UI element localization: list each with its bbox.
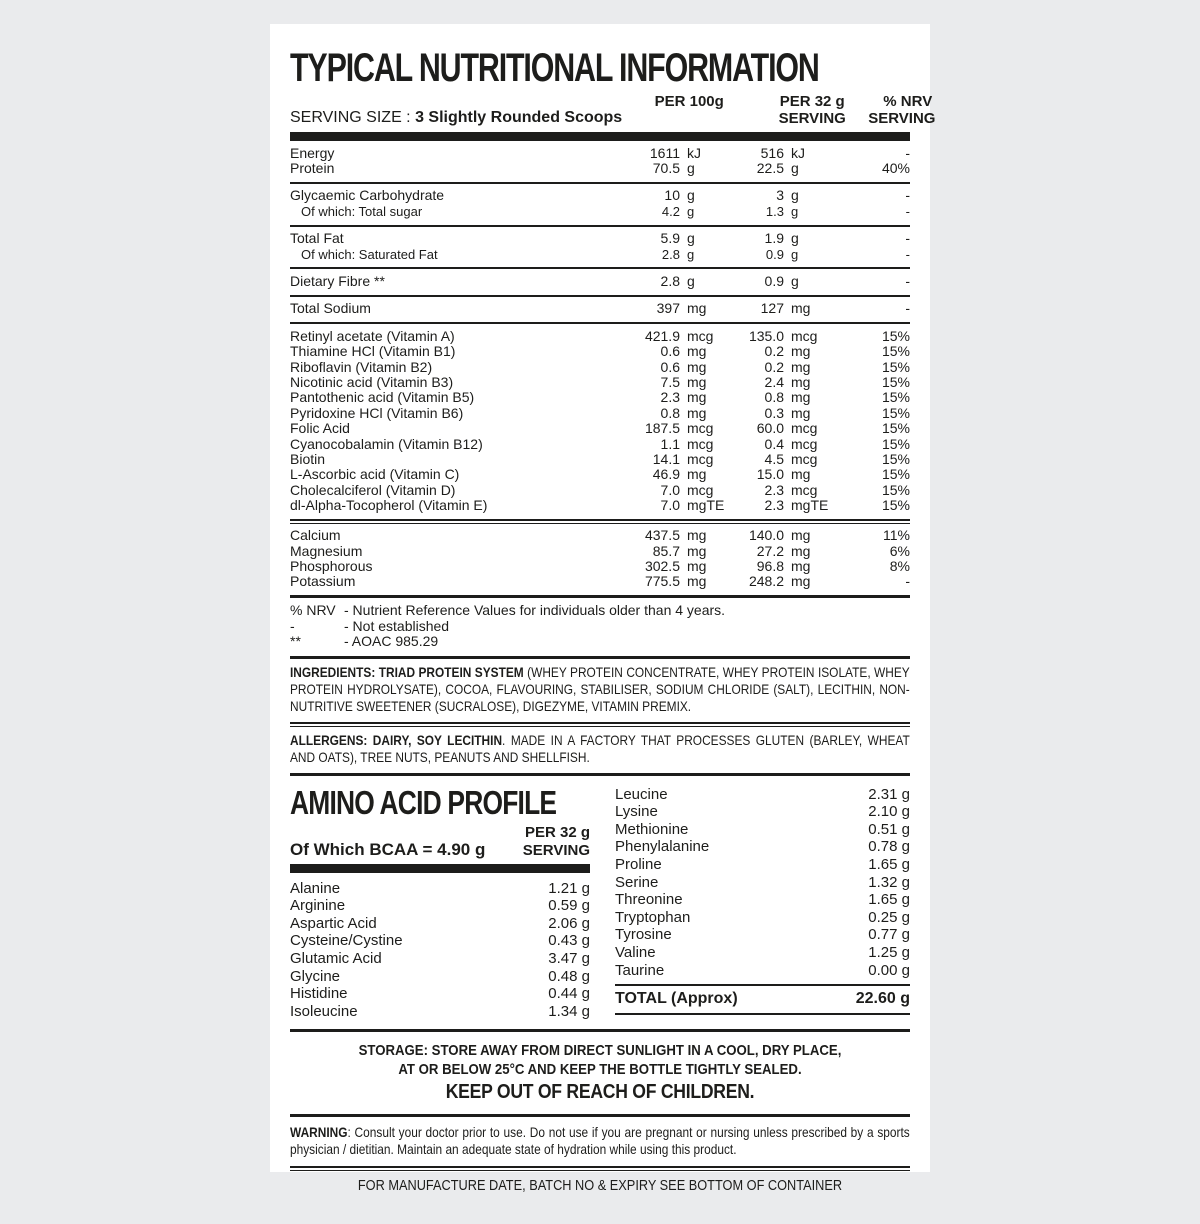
per32g-value: 0.2: [764, 358, 784, 375]
per100g-value: 2.8: [661, 246, 680, 262]
per100g-value: 7.0: [660, 497, 680, 514]
amino-right-rows: [615, 786, 910, 980]
amino-value: 2.06 g: [548, 914, 590, 932]
nrv-value: 11%: [883, 527, 910, 544]
footnote-marker: **: [290, 632, 301, 649]
per32g-value: 0.3: [764, 404, 784, 421]
nutrient-name: Cyanocobalamin (Vitamin B12): [290, 435, 483, 452]
nrv-header-line1: % NRV: [883, 93, 933, 110]
nutrition-row: [290, 406, 910, 421]
nrv-value: 8%: [889, 557, 910, 574]
per32g-value: 516: [760, 144, 784, 161]
per100g-unit: mg: [687, 404, 707, 421]
nrv-value: -: [905, 573, 910, 590]
nutrition-section: [290, 227, 910, 268]
per32g-value: 2.3: [764, 481, 784, 498]
per100g-unit: mg: [687, 527, 707, 544]
per32g-unit: mgTE: [791, 497, 829, 514]
amino-acid-profile: [290, 776, 910, 1030]
per100g-unit: g: [687, 203, 695, 219]
amino-name: Threonine: [615, 891, 683, 909]
amino-row: [615, 891, 910, 909]
amino-total-label: TOTAL (Approx): [615, 990, 738, 1008]
nrv-value: 15%: [881, 358, 910, 375]
nutrition-row: [290, 329, 910, 344]
serving-size-label: SERVING SIZE :: [290, 109, 411, 126]
per100g-unit: g: [687, 230, 695, 247]
nutrient-name: Pantothenic acid (Vitamin B5): [290, 389, 475, 406]
footnote-marker: % NRV: [290, 602, 336, 619]
per32g-value: 127: [760, 300, 784, 317]
nutrient-name: Protein: [290, 159, 335, 176]
per100g-value: 1611: [649, 144, 680, 161]
amino-total-value: 22.60 g: [855, 990, 910, 1008]
nutrient-name: Pyridoxine HCl (Vitamin B6): [290, 404, 464, 421]
nutrition-row: [290, 375, 910, 390]
per32g-unit: g: [791, 272, 799, 289]
per100g-unit: mcg: [687, 435, 714, 452]
serving-size: [290, 109, 622, 127]
nutrition-row: [290, 467, 910, 482]
per32g-unit: mg: [791, 573, 811, 590]
per100g-unit: mg: [687, 358, 707, 375]
amino-value: 0.25 g: [868, 908, 910, 926]
warning-rest-text: : Consult your doctor prior to use. Do not use if you are pregnant or nursing unless prescribed by a sports physician / dietitian. Maintain an adequate state of hydration while using this product.: [290, 1124, 910, 1158]
divider: [615, 1013, 910, 1015]
per100g-unit: mcg: [687, 420, 714, 437]
amino-name: Serine: [615, 873, 659, 891]
per32g-value: 4.5: [764, 451, 784, 467]
storage-line1: STORAGE: STORE AWAY FROM DIRECT SUNLIGHT IN A COOL, DRY PLACE,: [358, 1042, 842, 1060]
ingredients-rest-text: (WHEY PROTEIN CONCENTRATE, WHEY PROTEIN ISOLATE, WHEY PROTEIN HYDROLYSATE), COCOA, FLAVOURING, STABILISER, SODIUM CHLORIDE (SALT), LECITHIN, NON-NUTRITIVE SWEETENER (SUCRALOSE), DIGEZYME, VITAMIN PREMIX.: [290, 664, 910, 715]
per100g-value: 14.1: [652, 451, 680, 467]
per32g-value: 0.9: [764, 272, 784, 289]
per32g-header-line2: SERVING: [778, 109, 846, 127]
per32g-value: 0.2: [764, 343, 784, 360]
per100g-unit: mg: [687, 557, 707, 574]
footnote-marker: -: [290, 617, 295, 634]
warning-paragraph: [290, 1117, 910, 1166]
column-header-per32g: [756, 94, 868, 127]
nutrition-row: [290, 360, 910, 375]
amino-row: [615, 962, 910, 980]
per32g-value: 60.0: [756, 420, 784, 437]
amino-name: Arginine: [290, 897, 346, 915]
amino-name: Cysteine/Cystine: [290, 932, 403, 950]
per32g-unit: mcg: [791, 327, 818, 344]
nutrition-row: [290, 274, 910, 289]
nutrition-row: [290, 390, 910, 405]
amino-row: [615, 786, 910, 804]
storage-line2: AT OR BELOW 25°C AND KEEP THE BOTTLE TIGHTLY SEALED.: [398, 1061, 802, 1079]
amino-name: Isoleucine: [290, 1002, 358, 1020]
nrv-value: -: [905, 230, 910, 247]
amino-value: 0.51 g: [868, 820, 910, 838]
footnote: [290, 619, 910, 634]
per32g-value: 3: [776, 187, 784, 204]
amino-left-column: [290, 783, 590, 1021]
amino-row: [615, 909, 910, 927]
nrv-value: 15%: [881, 373, 910, 390]
amino-value: 1.32 g: [868, 873, 910, 891]
nutrition-row: [290, 574, 910, 589]
nutrient-name: Riboflavin (Vitamin B2): [290, 358, 433, 375]
amino-row: [615, 838, 910, 856]
amino-name: Valine: [615, 943, 656, 961]
footnote-text: - AOAC 985.29: [344, 632, 439, 649]
nutrition-row: [290, 188, 910, 203]
per32g-unit: g: [791, 203, 799, 219]
ingredients-paragraph: [290, 659, 910, 722]
nrv-value: 15%: [881, 497, 910, 514]
label-title: TYPICAL NUTRITIONAL INFORMATION: [290, 46, 819, 90]
amino-name: Aspartic Acid: [290, 914, 377, 932]
amino-row: [290, 880, 590, 898]
nutrient-name: Folic Acid: [290, 420, 350, 437]
nutrient-name: Of which: Total sugar: [301, 203, 423, 219]
amino-value: 0.00 g: [868, 961, 910, 979]
nutrition-row: [290, 146, 910, 161]
amino-name: Alanine: [290, 879, 341, 897]
nrv-value: 15%: [881, 389, 910, 406]
allergens-paragraph: [290, 727, 910, 773]
table-header: [290, 93, 936, 127]
nutrition-row: [290, 421, 910, 436]
amino-right-column: [615, 783, 910, 1021]
amino-value: 1.25 g: [868, 943, 910, 961]
nutrition-row: [290, 483, 910, 498]
nutrient-name: Phosphorous: [290, 557, 373, 574]
nutrition-label-panel: [270, 24, 936, 1194]
footnote-text: - Nutrient Reference Values for individuals older than 4 years.: [344, 602, 726, 619]
per32g-value: 27.2: [756, 542, 784, 559]
keep-out-of-reach-line: KEEP OUT OF REACH OF CHILDREN.: [445, 1081, 755, 1104]
per32g-value: 140.0: [748, 527, 784, 544]
per32g-value: 2.4: [764, 373, 784, 390]
amino-name: Lysine: [615, 803, 658, 821]
amino-value: 3.47 g: [548, 950, 590, 968]
amino-name: Histidine: [290, 985, 348, 1003]
nutrition-table-body: [290, 141, 910, 598]
nutrient-name: Potassium: [290, 573, 356, 590]
nutrient-name: Retinyl acetate (Vitamin A): [290, 327, 455, 344]
per100g-unit: mcg: [687, 327, 714, 344]
nutrient-name: Of which: Saturated Fat: [301, 246, 438, 262]
per100g-value: 7.5: [660, 373, 680, 390]
per32g-unit: mg: [791, 557, 811, 574]
footnote: [290, 603, 910, 618]
footnote-text: - Not established: [344, 617, 450, 634]
nutrition-row: [290, 247, 910, 262]
nutrition-row: [290, 204, 910, 219]
per32g-unit: mcg: [791, 420, 818, 437]
per100g-header-text: PER 100g: [654, 93, 724, 110]
nutrition-section: [290, 184, 910, 225]
per32g-value: 1.9: [764, 230, 784, 247]
nutrient-name: Dietary Fibre **: [290, 272, 385, 289]
amino-total-row: [615, 986, 910, 1013]
per32g-unit: g: [791, 246, 799, 262]
nrv-value: 15%: [881, 343, 910, 360]
per32g-unit: mcg: [791, 435, 818, 452]
per32g-unit: mg: [791, 343, 811, 360]
per100g-unit: kJ: [687, 144, 701, 161]
per100g-unit: mg: [687, 300, 707, 317]
per100g-value: 187.5: [644, 420, 680, 437]
amino-row: [615, 803, 910, 821]
nutrition-section: [290, 324, 910, 519]
per32g-value: 2.3: [764, 497, 784, 514]
amino-value: 1.34 g: [548, 1002, 590, 1020]
per100g-value: 7.0: [660, 481, 680, 498]
allergens-bold-text: ALLERGENS: DAIRY, SOY LECITHIN: [290, 731, 503, 748]
column-header-nrv: [868, 93, 936, 127]
nutrition-row: [290, 452, 910, 467]
nutrient-name: Cholecalciferol (Vitamin D): [290, 481, 456, 498]
per100g-unit: mg: [687, 466, 707, 483]
per100g-unit: mg: [687, 542, 707, 559]
per32g-unit: mcg: [791, 451, 818, 467]
amino-name: Tryptophan: [615, 908, 691, 926]
per100g-value: 397: [656, 300, 680, 317]
per32g-unit: mg: [791, 358, 811, 375]
nutrient-name: Calcium: [290, 527, 341, 544]
amino-row: [615, 856, 910, 874]
per100g-value: 437.5: [644, 527, 680, 544]
nutrition-row: [290, 544, 910, 559]
per32g-unit: g: [791, 159, 799, 176]
nrv-value: 40%: [881, 159, 910, 176]
storage-block: [327, 1032, 873, 1114]
per100g-value: 85.7: [652, 542, 680, 559]
amino-row: [615, 926, 910, 944]
per100g-value: 2.3: [660, 389, 680, 406]
per100g-value: 0.6: [660, 358, 680, 375]
amino-header: [290, 824, 590, 859]
footnote: [290, 634, 910, 649]
per100g-value: 70.5: [652, 159, 680, 176]
amino-name: Glycine: [290, 967, 341, 985]
nutrient-name: Total Sodium: [290, 300, 371, 317]
nrv-value: -: [905, 144, 910, 161]
amino-value: 0.59 g: [548, 897, 590, 915]
manufacture-date-note: FOR MANUFACTURE DATE, BATCH NO & EXPIRY SEE BOTTOM OF CONTAINER: [357, 1177, 843, 1194]
nutrition-section: [290, 269, 910, 294]
nrv-value: 15%: [881, 466, 910, 483]
amino-name: Methionine: [615, 820, 689, 838]
per100g-value: 1.1: [660, 435, 680, 452]
per32g-unit: mg: [791, 542, 811, 559]
per32g-unit: mcg: [791, 481, 818, 498]
nutrition-row: [290, 559, 910, 574]
per100g-value: 0.6: [660, 343, 680, 360]
nutrient-name: Energy: [290, 144, 335, 161]
amino-value: 2.31 g: [868, 785, 910, 803]
amino-row: [290, 915, 590, 933]
amino-value: 1.65 g: [868, 891, 910, 909]
amino-col-line1: PER 32 g: [524, 823, 590, 841]
amino-row: [615, 944, 910, 962]
amino-name: Glutamic Acid: [290, 950, 382, 968]
nrv-value: -: [905, 246, 910, 262]
nutrition-row: [290, 161, 910, 176]
amino-row: [290, 1003, 590, 1021]
header-divider-bar: [290, 132, 910, 141]
per100g-value: 0.8: [660, 404, 680, 421]
per100g-unit: mg: [687, 343, 707, 360]
per32g-value: 1.3: [765, 203, 784, 219]
per32g-value: 0.4: [764, 435, 784, 452]
nrv-value: 6%: [889, 542, 910, 559]
nutrient-name: Nicotinic acid (Vitamin B3): [290, 373, 454, 390]
per32g-unit: g: [791, 230, 799, 247]
nutrition-row: [290, 528, 910, 543]
amino-row: [290, 950, 590, 968]
nrv-value: 15%: [881, 451, 910, 467]
nrv-value: -: [905, 272, 910, 289]
per32g-value: 0.9: [765, 246, 784, 262]
per32g-value: 135.0: [748, 327, 784, 344]
per100g-unit: mgTE: [687, 497, 725, 514]
nutrition-row: [290, 437, 910, 452]
nutrient-name: Glycaemic Carbohydrate: [290, 187, 445, 204]
per100g-unit: mcg: [687, 451, 714, 467]
per100g-value: 775.5: [644, 573, 680, 590]
per100g-unit: g: [687, 187, 695, 204]
per100g-value: 5.9: [660, 230, 680, 247]
amino-row: [290, 968, 590, 986]
per100g-unit: g: [687, 272, 695, 289]
nutrition-section: [290, 297, 910, 322]
per32g-unit: mg: [791, 527, 811, 544]
nrv-value: 15%: [881, 481, 910, 498]
amino-value: 0.77 g: [868, 926, 910, 944]
per32g-unit: kJ: [791, 144, 805, 161]
column-header-per100g: [622, 94, 756, 127]
nrv-value: 15%: [881, 435, 910, 452]
per32g-unit: mg: [791, 404, 811, 421]
per100g-value: 10: [664, 187, 680, 204]
nutrition-row: [290, 498, 910, 513]
amino-value: 0.48 g: [548, 967, 590, 985]
allergens-rest-text: . MADE IN A FACTORY THAT PROCESSES GLUTEN (BARLEY, WHEAT AND OATS), TREE NUTS, PEANUTS AND SHELLFISH.: [290, 731, 910, 765]
per100g-unit: g: [687, 246, 695, 262]
per32g-header-line1: PER 32 g: [779, 93, 845, 110]
amino-value: 0.78 g: [868, 838, 910, 856]
amino-name: Proline: [615, 856, 662, 874]
per32g-value: 248.2: [748, 573, 784, 590]
per32g-value: 0.8: [764, 389, 784, 406]
nutrition-section: [290, 524, 910, 596]
nutrient-name: Biotin: [290, 451, 326, 467]
amino-row: [290, 932, 590, 950]
per32g-value: 96.8: [756, 557, 784, 574]
per32g-unit: g: [791, 187, 799, 204]
per100g-value: 421.9: [644, 327, 680, 344]
nutrition-section: [290, 141, 910, 182]
nutrient-name: dl-Alpha-Tocopherol (Vitamin E): [290, 497, 488, 514]
amino-name: Leucine: [615, 785, 668, 803]
amino-row: [615, 821, 910, 839]
per32g-value: 22.5: [756, 159, 784, 176]
amino-value: 0.43 g: [548, 932, 590, 950]
amino-name: Tyrosine: [615, 926, 672, 944]
nutrient-name: Total Fat: [290, 230, 344, 247]
nutrient-name: L-Ascorbic acid (Vitamin C): [290, 466, 460, 483]
per100g-unit: mg: [687, 373, 707, 390]
amino-name: Taurine: [615, 961, 665, 979]
amino-row: [615, 874, 910, 892]
per32g-unit: mg: [791, 466, 811, 483]
per100g-unit: g: [687, 159, 695, 176]
per100g-unit: mg: [687, 389, 707, 406]
nrv-value: 15%: [881, 404, 910, 421]
amino-row: [290, 897, 590, 915]
per100g-value: 302.5: [644, 557, 680, 574]
nrv-value: -: [905, 300, 910, 317]
per100g-value: 4.2: [661, 203, 680, 219]
footnotes: [290, 598, 910, 656]
nrv-value: 15%: [881, 420, 910, 437]
amino-name: Phenylalanine: [615, 838, 710, 856]
nrv-header-line2: SERVING: [868, 109, 936, 127]
ingredients-bold-text: INGREDIENTS: TRIAD PROTEIN SYSTEM: [290, 664, 524, 681]
amino-left-rows: [290, 880, 590, 1021]
nutrition-row: [290, 344, 910, 359]
amino-value: 0.44 g: [548, 985, 590, 1003]
per100g-unit: mg: [687, 573, 707, 590]
amino-row: [290, 985, 590, 1003]
amino-value: 2.10 g: [868, 803, 910, 821]
amino-divider-bar: [290, 864, 590, 873]
nutrition-row: [290, 231, 910, 246]
nutrient-name: Magnesium: [290, 542, 363, 559]
warning-bold-text: WARNING: [290, 1124, 348, 1141]
per32g-unit: mg: [791, 373, 811, 390]
serving-size-value: 3 Slightly Rounded Scoops: [415, 109, 623, 126]
per32g-unit: mg: [791, 389, 811, 406]
per100g-value: 46.9: [652, 466, 680, 483]
per100g-unit: mcg: [687, 481, 714, 498]
nutrient-name: Thiamine HCl (Vitamin B1): [290, 343, 456, 360]
amino-value: 1.21 g: [548, 879, 590, 897]
nrv-value: 15%: [881, 327, 910, 344]
nutrition-row: [290, 301, 910, 316]
amino-col-line2: SERVING: [522, 841, 590, 859]
per32g-unit: mg: [791, 300, 811, 317]
amino-title: AMINO ACID PROFILE: [290, 783, 557, 821]
per100g-value: 2.8: [660, 272, 680, 289]
bcaa-label: Of Which BCAA = 4.90 g: [290, 839, 486, 859]
amino-value: 1.65 g: [868, 856, 910, 874]
per32g-value: 15.0: [756, 466, 784, 483]
nrv-value: -: [905, 203, 910, 219]
nrv-value: -: [905, 187, 910, 204]
